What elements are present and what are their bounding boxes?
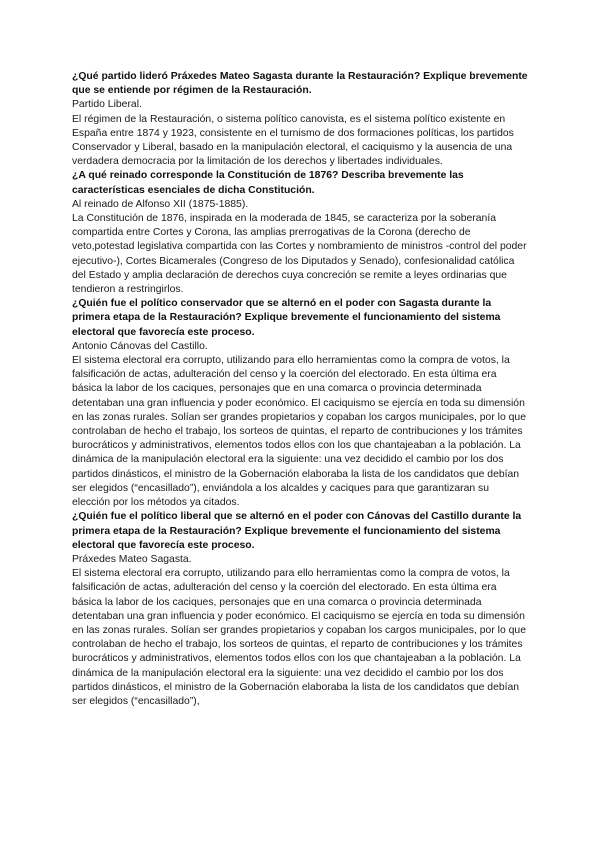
qa-section-1	[72, 70, 528, 169]
qa-section-4	[72, 510, 528, 709]
answer-paragraph: El sistema electoral era corrupto, utilizando para ello herramientas como la compra de votos, la falsificación de actas, adulteración del censo y la coerción del electorado. En esta última era básica la labor de los caciques, personajes que en una comarca o provincia determinada detentaban una gran influencia y poder económico. El caciquismo se ejercía en toda su dimensión en las zonas rurales. Solían ser grandes propietarios y copaban los cargos municipales, por lo que controlaban de hecho el trabajo, los sorteos de quintas, el reparto de contribuciones y los trámites burocráticos y administrativos, elementos todos ellos con los que chantajeaban a la población. La dinámica de la manipulación electoral era la siguiente: una vez decidido el cambio por los dos partidos dinásticos, el ministro de la Gobernación elaboraba la lista de los candidatos que debían ser elegidos (“encasillado”), enviándola a los alcaldes y caciques para que garantizaran su elección por los métodos ya citados.	[72, 355, 526, 509]
question-heading: ¿Qué partido lideró Práxedes Mateo Sagasta durante la Restauración? Explique brevemente que se entiende por régimen de la Restauración.	[72, 71, 528, 97]
short-answer: Práxedes Mateo Sagasta.	[72, 553, 192, 565]
short-answer: Antonio Cánovas del Castillo.	[72, 340, 208, 352]
answer-paragraph: La Constitución de 1876, inspirada en la moderada de 1845, se caracteriza por la soberanía compartida entre Cortes y Corona, las amplias prerrogativas de la Corona (derecho de veto,potestad legislativa compartida con las Cortes y nombramiento de ministros -control del poder ejecutivo-), Cortes Bicamerales (Congreso de los Diputados y Senado), confesionalidad católica del Estado y amplia declaración de derechos cuya concreción se remite a leyes ordinarias que tendieron a restringirlos.	[72, 213, 527, 296]
qa-section-3	[72, 297, 528, 510]
answer-paragraph: El sistema electoral era corrupto, utilizando para ello herramientas como la compra de votos, la falsificación de actas, adulteración del censo y la coerción del electorado. En esta última era básica la labor de los caciques, personajes que en una comarca o provincia determinada detentaban una gran influencia y poder económico. El caciquismo se ejercía en toda su dimensión en las zonas rurales. Solían ser grandes propietarios y copaban los cargos municipales, por lo que controlaban de hecho el trabajo, los sorteos de quintas, el reparto de contribuciones y los trámites burocráticos y administrativos, elementos todos ellos con los que chantajeaban a la población. La dinámica de la manipulación electoral era la siguiente: una vez decidido el cambio por los dos partidos dinásticos, el ministro de la Gobernación elaboraba la lista de los candidatos que debían ser elegidos (“encasillado”),	[72, 568, 526, 707]
short-answer: Partido Liberal.	[72, 99, 142, 111]
document-body	[72, 70, 528, 709]
answer-paragraph: El régimen de la Restauración, o sistema político canovista, es el sistema político existente en España entre 1874 y 1923, consistente en el turnismo de dos formaciones políticas, los partidos Conservador y Liberal, basado en la manipulación electoral, el caciquismo y la ausencia de una verdadera democracia por la limitación de los derechos y libertades individuales.	[72, 113, 514, 168]
qa-section-2	[72, 169, 528, 297]
question-heading: ¿Quién fue el político liberal que se alternó en el poder con Cánovas del Castillo durante la primera etapa de la Restauración? Explique brevemente el funcionamiento del sistema electoral que favorecía este proceso.	[72, 511, 522, 551]
short-answer: Al reinado de Alfonso XII (1875-1885).	[72, 198, 249, 210]
question-heading: ¿A qué reinado corresponde la Constitución de 1876? Describa brevemente las características esenciales de dicha Constitución.	[72, 170, 464, 196]
question-heading: ¿Quién fue el político conservador que se alternó en el poder con Sagasta durante la primera etapa de la Restauración? Explique brevemente el funcionamiento del sistema electoral que favorecía este proceso.	[72, 298, 501, 338]
